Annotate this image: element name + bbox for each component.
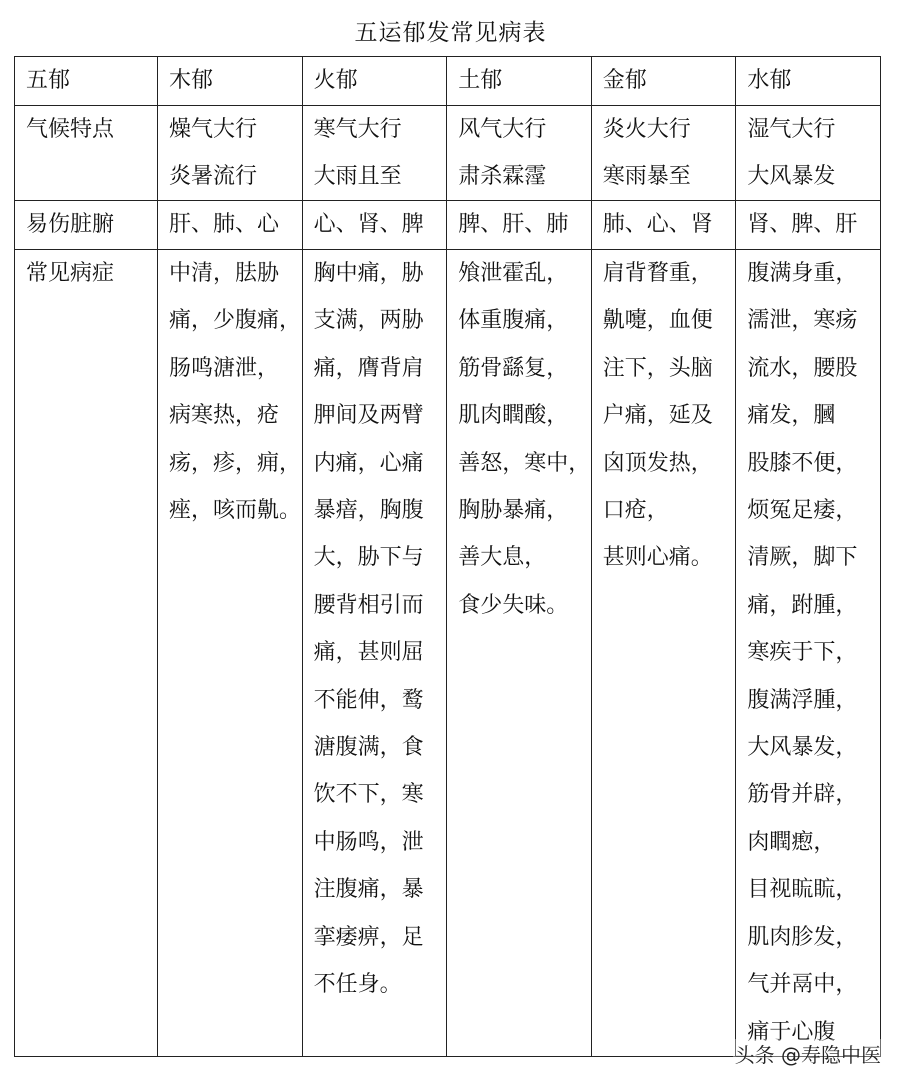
header-cell-fire: 火郁 (302, 57, 447, 106)
cell-climate-fire: 寒气大行 大雨且至 (302, 106, 447, 201)
table-row-climate (15, 106, 881, 201)
table-row-organs (15, 201, 881, 250)
cell-organs-wood: 肝、肺、心 (158, 201, 303, 250)
cell-organs-water: 肾、脾、肝 (736, 201, 881, 250)
cell-climate-metal: 炎火大行 寒雨暴至 (591, 106, 736, 201)
five-stagnation-disease-table (14, 56, 881, 1057)
header-cell-earth: 土郁 (447, 57, 592, 106)
cell-diseases-earth: 飧泄霍乱， 体重腹痛， 筋骨繇复， 肌肉瞤酸， 善怒，寒中， 胸胁暴痛， 善大息， 食少失味。 (447, 250, 592, 1057)
cell-climate-water: 湿气大行 大风暴发 (736, 106, 881, 201)
row-label-diseases: 常见病症 (15, 250, 158, 1057)
cell-diseases-metal: 肩背瞀重， 鼽嚏，血便 注下，头脑 户痛，延及 囟顶发热， 口疮， 甚则心痛。 (591, 250, 736, 1057)
header-cell-water: 水郁 (736, 57, 881, 106)
header-cell-metal: 金郁 (591, 57, 736, 106)
cell-organs-fire: 心、肾、脾 (302, 201, 447, 250)
row-label-climate: 气候特点 (15, 106, 158, 201)
row-label-organs: 易伤脏腑 (15, 201, 158, 250)
table-row-diseases (15, 250, 881, 1057)
cell-diseases-water: 腹满身重， 濡泄，寒疡 流水，腰股 痛发，膕 股膝不便， 烦冤足痿， 清厥，脚下 痛，跗腫， 寒疾于下， 腹满浮腫， 大风暴发， 筋骨并辟， 肉瞤瘛， 目视䀮䀮， 肌肉胗发， 气并鬲中， 痛于心腹 (736, 250, 881, 1057)
table-title: 五运郁发常见病表 (354, 20, 547, 46)
watermark: 头条 @寿隐中医 (733, 1039, 883, 1068)
header-cell-wood: 木郁 (158, 57, 303, 106)
header-cell-category: 五郁 (15, 57, 158, 106)
table-header-row (15, 57, 881, 106)
cell-climate-earth: 风气大行 肃杀霖霪 (447, 106, 592, 201)
cell-diseases-wood: 中清，胠胁 痛，少腹痛， 肠鸣溏泄， 病寒热，疮 疡，疹，痈， 痤，咳而鼽。 (158, 250, 303, 1057)
cell-organs-metal: 肺、心、肾 (591, 201, 736, 250)
cell-organs-earth: 脾、肝、肺 (447, 201, 592, 250)
cell-diseases-fire: 胸中痛，胁 支满，两胁 痛，膺背肩 胛间及两臂 内痛，心痛 暴瘖，胸腹 大，胁下与 腰背相引而 痛，甚则屈 不能伸，鹜 溏腹满，食 饮不下，寒 中肠鸣，泄 注腹痛，暴 挛痿痹，足 不任身。 (302, 250, 447, 1057)
cell-climate-wood: 燥气大行 炎暑流行 (158, 106, 303, 201)
